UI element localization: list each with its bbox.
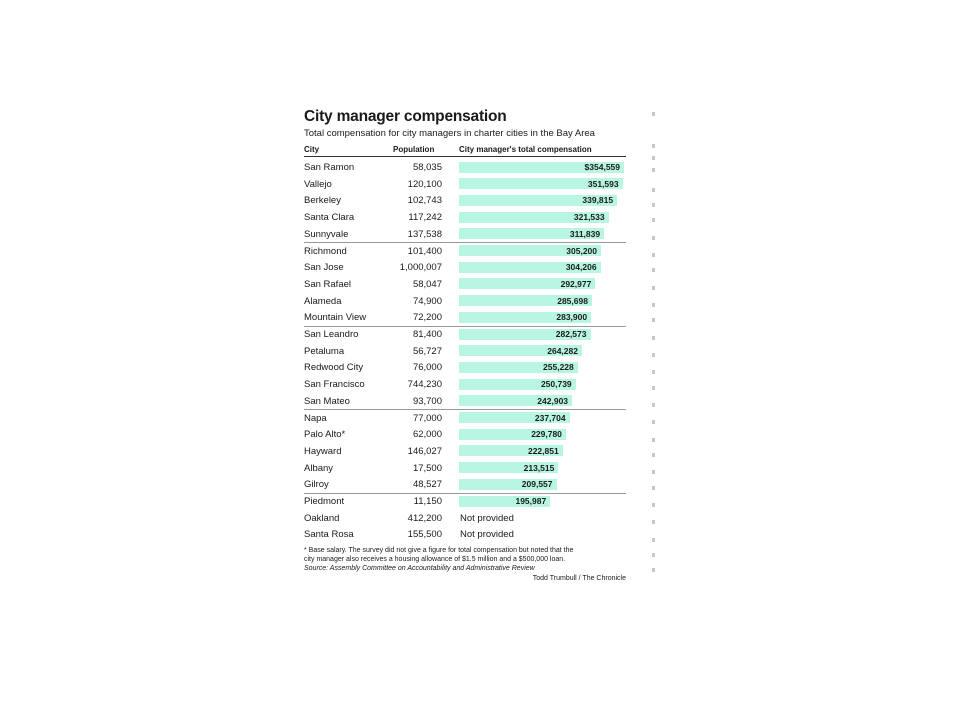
- table-row: [304, 159, 626, 176]
- edge-glyph: [652, 112, 655, 116]
- edge-glyph: [652, 420, 655, 424]
- population-value: 11,150: [413, 496, 442, 507]
- edge-glyph: [652, 553, 655, 557]
- city-name: Oakland: [304, 512, 340, 524]
- compensation-label: 351,593: [587, 178, 619, 189]
- edge-glyph: [652, 486, 655, 490]
- edge-glyph: [652, 353, 655, 357]
- population-value: 58,047: [412, 278, 442, 290]
- edge-glyph: [652, 503, 655, 507]
- footnote-line: * Base salary. The survey did not give a figure for total compensation but noted that the: [304, 547, 574, 555]
- city-name: Napa: [304, 412, 327, 424]
- chart-graphic: [304, 108, 628, 592]
- city-name: Richmond: [304, 245, 347, 257]
- city-name: San Mateo: [304, 395, 350, 407]
- compensation-label: 195,987: [515, 496, 547, 506]
- population-value: 76,000: [412, 362, 442, 374]
- edge-glyph: [652, 386, 655, 390]
- compensation-label: 285,698: [557, 295, 588, 306]
- population-value: 17,500: [412, 462, 442, 474]
- compensation-label: 229,780: [531, 429, 562, 440]
- population-value: 137,538: [407, 228, 442, 240]
- compensation-label: 305,200: [566, 245, 598, 256]
- table-row: [304, 343, 626, 360]
- table-row: [304, 209, 626, 226]
- edge-glyph: [652, 144, 655, 148]
- city-name: San Jose: [304, 262, 344, 274]
- city-name: San Ramon: [304, 162, 355, 173]
- table-row: [304, 192, 626, 209]
- compensation-label: 304,206: [565, 262, 597, 273]
- compensation-label: 250,739: [540, 379, 572, 390]
- edge-glyph: [652, 156, 655, 160]
- population-value: 74,900: [412, 295, 442, 307]
- group-separator: [304, 326, 626, 327]
- edge-glyph: [652, 438, 655, 442]
- edge-glyph: [652, 168, 655, 172]
- population-value: 72,200: [412, 312, 442, 324]
- adjacent-graphic-edge: [652, 108, 658, 578]
- table-row: [304, 476, 626, 493]
- table-row: [304, 410, 626, 427]
- edge-glyph: [652, 403, 655, 407]
- compensation-label: 283,900: [556, 312, 588, 323]
- compensation-label: 222,851: [527, 445, 559, 456]
- edge-glyph: [652, 236, 655, 240]
- city-name: San Rafael: [304, 278, 352, 290]
- city-name: Sunnyvale: [304, 228, 349, 240]
- population-value: 412,200: [407, 512, 442, 524]
- population-value: 117,242: [408, 212, 442, 224]
- population-value: 102,743: [407, 195, 442, 207]
- edge-glyph: [652, 268, 655, 272]
- city-name: Albany: [304, 462, 334, 474]
- table-row: [304, 359, 626, 376]
- compensation-label: 339,815: [582, 195, 614, 206]
- city-name: Mountain View: [304, 312, 367, 324]
- compensation-label: 292,977: [560, 278, 592, 289]
- footnote-line: city manager also receives a housing allowance of $1.5 million and a $500,000 loan.: [304, 556, 566, 564]
- edge-glyph: [652, 336, 655, 340]
- city-name: Hayward: [304, 445, 342, 457]
- column-header-compensation: City manager's total compensation: [459, 145, 592, 154]
- compensation-label: 282,573: [555, 329, 587, 339]
- table-row: [304, 259, 626, 276]
- compensation-label: 209,557: [521, 479, 553, 490]
- compensation-label: $354,559: [584, 162, 620, 172]
- edge-glyph: [652, 286, 655, 290]
- edge-glyph: [652, 203, 655, 207]
- edge-glyph: [652, 318, 655, 322]
- compensation-label: 237,704: [534, 412, 566, 423]
- table-row: [304, 176, 626, 193]
- population-value: 146,027: [407, 445, 442, 457]
- edge-glyph: [652, 370, 655, 374]
- population-value: 1,000,007: [399, 262, 442, 274]
- population-value: 101,400: [407, 245, 442, 257]
- population-value: 155,500: [407, 529, 442, 541]
- group-separator: [304, 409, 626, 410]
- population-value: 744,230: [407, 379, 442, 391]
- population-value: 93,700: [412, 395, 442, 407]
- table-row: [304, 393, 626, 410]
- table-row: [304, 376, 626, 393]
- city-name: Palo Alto*: [304, 429, 346, 441]
- edge-glyph: [652, 470, 655, 474]
- compensation-not-provided: Not provided: [460, 529, 514, 541]
- population-value: 48,527: [412, 479, 442, 491]
- credit-line: Todd Trumbull / The Chronicle: [532, 575, 626, 583]
- compensation-label: 213,515: [523, 462, 555, 473]
- header-rule: [304, 156, 626, 157]
- table-row: [304, 326, 626, 343]
- population-value: 120,100: [407, 178, 442, 190]
- city-name: Redwood City: [304, 362, 364, 374]
- city-name: Petaluma: [304, 345, 345, 357]
- chart-subtitle: Total compensation for city managers in charter cities in the Bay Area: [304, 128, 595, 139]
- city-name: Santa Clara: [304, 212, 355, 224]
- population-value: 58,035: [412, 162, 442, 173]
- city-name: Alameda: [304, 295, 342, 307]
- table-row: [304, 460, 626, 477]
- edge-glyph: [652, 538, 655, 542]
- table-row: [304, 443, 626, 460]
- population-value: 56,727: [412, 345, 442, 357]
- population-value: 62,000: [412, 429, 442, 441]
- group-separator: [304, 242, 626, 243]
- population-value: 81,400: [412, 329, 442, 340]
- city-name: Santa Rosa: [304, 529, 354, 541]
- table-row: [304, 293, 626, 310]
- city-name: San Leandro: [304, 329, 359, 340]
- group-separator: [304, 493, 626, 494]
- table-row: [304, 276, 626, 293]
- edge-glyph: [652, 568, 655, 572]
- city-name: San Francisco: [304, 379, 365, 391]
- chart-title: City manager compensation: [304, 108, 507, 125]
- table-row: [304, 493, 626, 510]
- compensation-label: 311,839: [569, 228, 601, 239]
- city-name: Gilroy: [304, 479, 329, 491]
- compensation-label: 255,228: [543, 362, 574, 373]
- edge-glyph: [652, 303, 655, 307]
- compensation-label: 242,903: [537, 395, 569, 406]
- compensation-label: 321,533: [573, 212, 605, 223]
- table-row: [304, 510, 626, 527]
- edge-glyph: [652, 253, 655, 257]
- city-name: Berkeley: [304, 195, 341, 207]
- compensation-not-provided: Not provided: [460, 512, 514, 524]
- column-header-population: Population: [393, 145, 435, 154]
- column-header-city: City: [304, 145, 320, 154]
- compensation-label: 264,282: [547, 345, 578, 356]
- table-row: [304, 309, 626, 326]
- population-value: 77,000: [412, 412, 442, 424]
- edge-glyph: [652, 453, 655, 457]
- edge-glyph: [652, 218, 655, 222]
- edge-glyph: [652, 188, 655, 192]
- table-row: [304, 526, 626, 543]
- edge-glyph: [652, 520, 655, 524]
- table-row: [304, 426, 626, 443]
- city-name: Vallejo: [304, 178, 332, 190]
- source-note: Source: Assembly Committee on Accountability and Administrative Review: [304, 565, 535, 573]
- table-row: [304, 226, 626, 243]
- city-name: Piedmont: [304, 496, 345, 507]
- table-row: [304, 243, 626, 260]
